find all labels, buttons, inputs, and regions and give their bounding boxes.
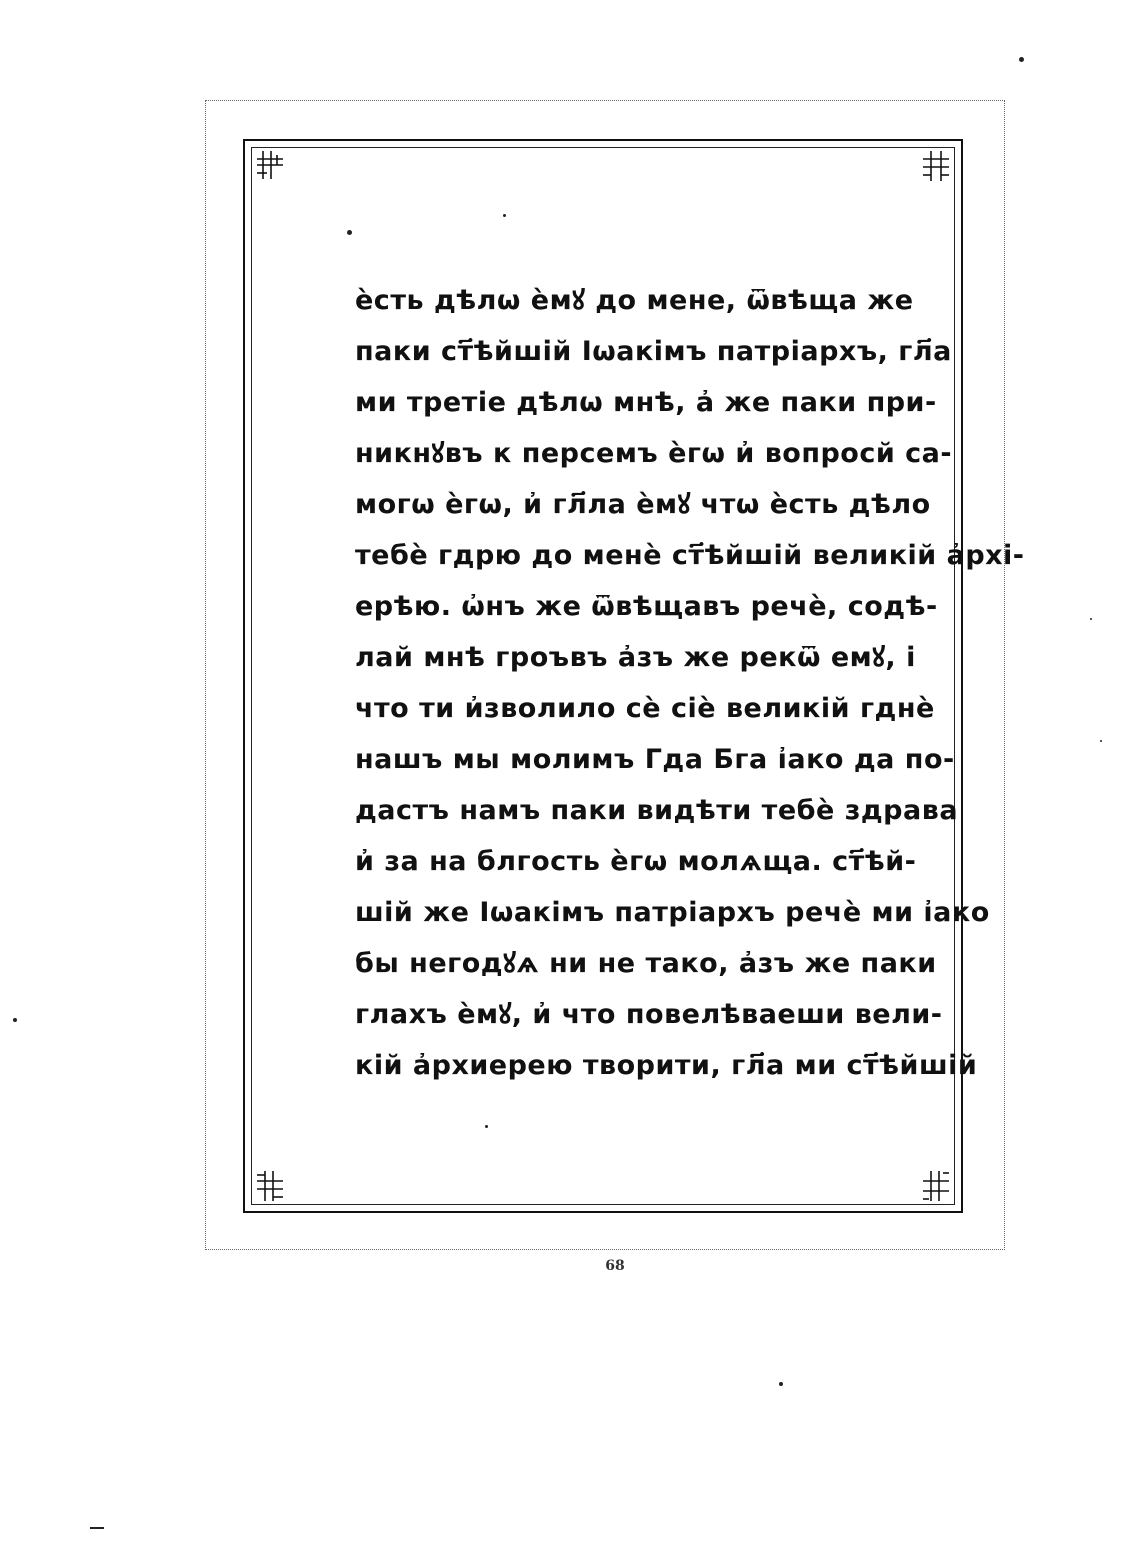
- text-line: ерѣю. ѡ҆нъ же ѿвѣщавъ речѐ, содѣ-: [355, 591, 938, 622]
- scan-speck: [503, 214, 506, 217]
- text-line: тебѐ гдрю до менѐ ст҃ѣйшій великій а҆рхі-: [355, 540, 1025, 571]
- text-line: лай мнѣ гроъвъ а҆зъ же рекѿ емꙋ, і: [355, 642, 916, 673]
- scan-speck: [13, 1018, 17, 1022]
- text-line: могѡ ѐгѡ, и҆ гл҃ла ѐмꙋ чтѡ ѐсть дѣло: [355, 489, 931, 520]
- corner-ornament-icon: [253, 149, 287, 183]
- scan-speck: [347, 230, 352, 235]
- scan-speck: [485, 1125, 488, 1128]
- text-line: кій а҆рхиерею творити, гл҃а ми ст҃ѣйшій: [355, 1050, 978, 1081]
- scan-speck: [1100, 740, 1102, 742]
- text-line: что ти и҆зволило сѐ сіѐ великій гднѐ: [355, 693, 935, 724]
- corner-ornament-icon: [919, 149, 953, 183]
- scan-speck: [90, 1527, 104, 1529]
- text-line: глахъ ѐмꙋ, и҆ что повелѣваеши вели-: [355, 999, 943, 1030]
- scan-speck: [779, 1382, 783, 1386]
- scan-speck: [1019, 57, 1024, 62]
- corner-ornament-icon: [253, 1169, 287, 1203]
- text-line: никнꙋвъ к персемъ ѐгѡ и҆ вопросй са-: [355, 438, 953, 469]
- page-number: 68: [605, 1258, 625, 1274]
- text-line: ми третіе дѣлѡ мнѣ, а҆ же паки при-: [355, 387, 937, 418]
- body-text: [355, 275, 1025, 1091]
- text-line: и҆ за на блгость ѐгѡ молѧща. ст҃ѣй-: [355, 846, 917, 877]
- corner-ornament-icon: [919, 1169, 953, 1203]
- text-line: дастъ намъ паки видѣти тебѐ здрава: [355, 795, 959, 826]
- text-line: бы негодꙋѧ ни не тако, а҆зъ же паки: [355, 948, 937, 979]
- text-line: ѐсть дѣлѡ ѐмꙋ до мене, ѿвѣща же: [355, 285, 914, 316]
- text-line: паки ст҃ѣйшій Іѡакімъ патріархъ, гл҃а: [355, 336, 952, 367]
- scan-speck: [1090, 618, 1092, 620]
- text-line: нашъ мы молимъ Гда Бга і҆ако да по-: [355, 744, 955, 775]
- text-line: шій же Іѡакімъ патріархъ речѐ ми і҆ако: [355, 897, 990, 928]
